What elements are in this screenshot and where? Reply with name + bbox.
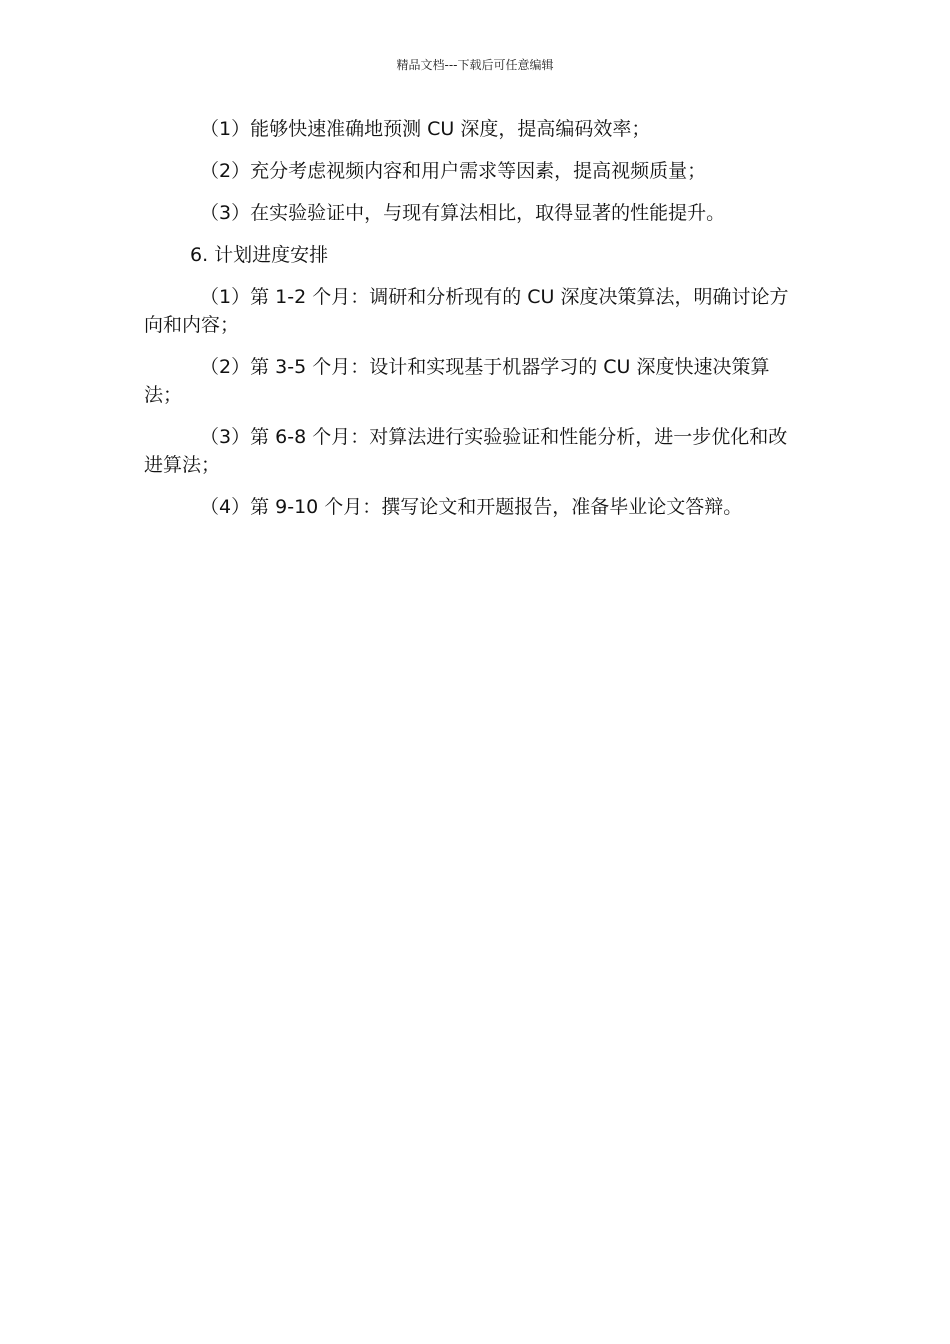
outcome-item-3: （3）在实验验证中，与现有算法相比，取得显著的性能提升。 (200, 202, 726, 224)
schedule-item-2: （2）第 3-5 个月：设计和实现基于机器学习的 CU 深度快速决策算法； (144, 356, 770, 406)
page-header: 精品文档---下载后可任意编辑 (396, 58, 554, 72)
schedule-item-3: （3）第 6-8 个月：对算法进行实验验证和性能分析，进一步优化和改进算法； (144, 426, 788, 476)
schedule-item-1: （1）第 1-2 个月：调研和分析现有的 CU 深度决策算法，明确讨论方向和内容； (144, 286, 789, 336)
document-body (144, 115, 806, 535)
schedule-item-4: （4）第 9-10 个月：撰写论文和开题报告，准备毕业论文答辩。 (200, 496, 743, 518)
outcome-item-2: （2）充分考虑视频内容和用户需求等因素，提高视频质量； (200, 160, 707, 182)
section-heading-schedule: 6. 计划进度安排 (190, 244, 329, 266)
outcome-item-1: （1）能够快速准确地预测 CU 深度，提高编码效率； (200, 118, 651, 140)
